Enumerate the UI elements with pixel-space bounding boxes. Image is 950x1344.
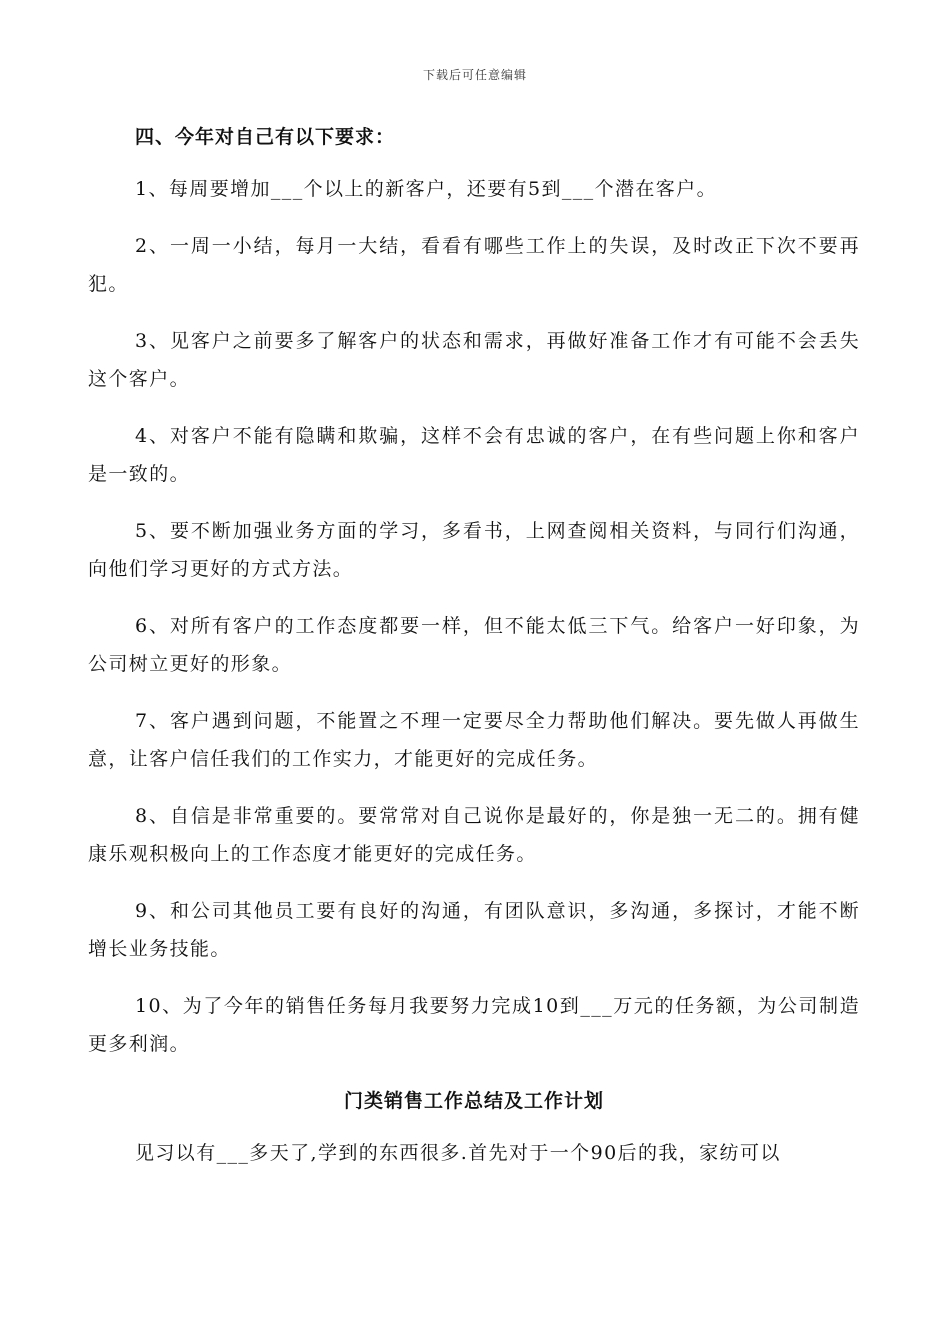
section-heading: 四、今年对自己有以下要求：: [135, 126, 396, 148]
requirement-item-5: 5、要不断加强业务方面的学习，多看书，上网查阅相关资料，与同行们沟通，向他们学习更好的方式方法。: [88, 520, 860, 580]
page-header: 下载后可任意编辑: [422, 68, 527, 82]
requirement-item-4: 4、对客户不能有隐瞒和欺骗，这样不会有忠诚的客户，在有些问题上你和客户是一致的。: [88, 425, 860, 485]
requirement-item-2: 2、一周一小结，每月一大结，看看有哪些工作上的失误，及时改正下次不要再犯。: [88, 235, 860, 295]
document-title: 门类销售工作总结及工作计划: [343, 1090, 604, 1112]
requirement-item-6: 6、对所有客户的工作态度都要一样，但不能太低三下气。给客户一好印象，为公司树立更好的形象。: [88, 615, 860, 675]
requirement-item-1: 1、每周要增加___个以上的新客户，还要有5到___个潜在客户。: [135, 178, 717, 200]
intro-paragraph: 见习以有___多天了,学到的东西很多.首先对于一个90后的我，家纺可以: [135, 1142, 781, 1164]
document-body: [88, 118, 860, 1191]
requirement-item-7: 7、客户遇到问题，不能置之不理一定要尽全力帮助他们解决。要先做人再做生意，让客户信任我们的工作实力，才能更好的完成任务。: [88, 710, 860, 770]
requirement-item-9: 9、和公司其他员工要有良好的沟通，有团队意识，多沟通，多探讨，才能不断增长业务技能。: [88, 900, 860, 960]
requirement-item-10: 10、为了今年的销售任务每月我要努力完成10到___万元的任务额，为公司制造更多利润。: [88, 995, 860, 1055]
requirement-item-3: 3、见客户之前要多了解客户的状态和需求，再做好准备工作才有可能不会丢失这个客户。: [88, 330, 860, 390]
requirement-item-8: 8、自信是非常重要的。要常常对自己说你是最好的，你是独一无二的。拥有健康乐观积极向上的工作态度才能更好的完成任务。: [88, 805, 860, 865]
